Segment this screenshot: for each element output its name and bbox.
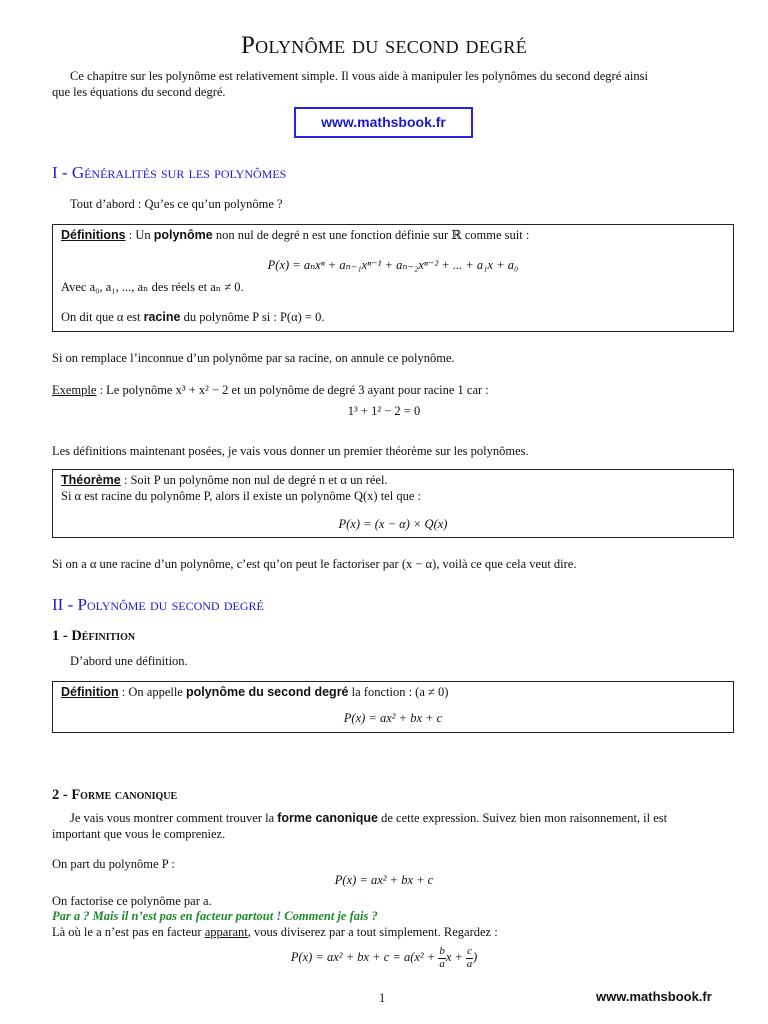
intro-line-2: que les équations du second degré. <box>52 85 226 99</box>
definition-line: Définition : On appelle polynôme du second degré la fonction : (a ≠ 0) <box>61 685 449 699</box>
example-formula: 1³ + 1² − 2 = 0 <box>347 404 421 418</box>
section-1-question: Tout d’abord : Qu’es ce qu’un polynôme ? <box>70 197 283 211</box>
theorem-box <box>52 469 734 538</box>
root-definition: On dit que α est racine du polynôme P si : P(α) = 0. <box>61 310 325 324</box>
factorise-text: On factorise ce polynôme par a. <box>52 894 212 908</box>
example-line: Exemple : Le polynôme x³ + x² − 2 et un polynôme de degré 3 ayant pour racine 1 car : <box>52 383 489 397</box>
racine-term: racine <box>143 310 181 324</box>
canonical-line-1: Je vais vous montrer comment trouver la forme canonique de cette expression. Suivez bien mon raisonnement, il est <box>70 811 668 825</box>
transition-text: Les définitions maintenant posées, je vais vous donner un premier théorème sur les polynômes. <box>52 444 529 458</box>
definition-label: Définition <box>61 685 119 699</box>
coefficients-note: Avec a₀, a₁, ..., aₙ des réels et aₙ ≠ 0. <box>61 280 244 294</box>
canonical-line-2: important que vous le compreniez. <box>52 827 226 841</box>
start-formula: P(x) = ax² + bx + c <box>334 873 434 887</box>
polynome-term: polynôme <box>153 228 213 242</box>
website-link[interactable]: www.mathsbook.fr <box>294 107 473 138</box>
section-2-heading: II - Polynôme du second degré <box>52 595 264 614</box>
forme-canonique-term: forme canonique <box>277 811 378 825</box>
theorem-formula: P(x) = (x − α) × Q(x) <box>338 517 448 531</box>
green-question: Par a ? Mais il n’est pas en facteur partout ! Comment je fais ? <box>52 909 378 923</box>
definition-box <box>52 681 734 733</box>
apparant-word: apparant <box>204 925 248 939</box>
start-text: On part du polynôme P : <box>52 857 175 871</box>
fraction-b-over-a: $\frac{b}{a}$ <box>439 945 445 970</box>
subsection-2-heading: 2 - Forme canonique <box>52 787 178 803</box>
definitions-label: Définitions <box>61 228 126 242</box>
annule-text: Si on remplace l’inconnue d’un polynôme par sa racine, on annule ce polynôme. <box>52 351 455 365</box>
footer-site[interactable]: www.mathsbook.fr <box>596 989 712 1004</box>
intro-line-1: Ce chapitre sur les polynôme est relativement simple. Il vous aide à manipuler les polynômes du second degré ainsi <box>70 69 648 83</box>
factorised-formula: P(x) = ax² + bx + c = a(x² + $\frac{b}{a}$ x + $\frac{c}{a}$ ) <box>290 945 478 970</box>
definitions-line: Définitions : Un polynôme non nul de degré n est une fonction définie sur ℝ comme suit : <box>61 228 530 242</box>
factor-text: Si on a α une racine d’un polynôme, c’est qu’on peut le factoriser par (x − α), voilà ce que cela veut dire. <box>52 557 577 571</box>
second-degree-term: polynôme du second degré <box>185 685 349 699</box>
page-title: Polynôme du second degré <box>240 32 528 59</box>
example-label: Exemple <box>52 383 97 397</box>
definitions-box <box>52 224 734 332</box>
theorem-line-1: Théorème : Soit P un polynôme non nul de degré n et α un réel. <box>61 473 388 487</box>
polynomial-formula: P(x) = aₙxⁿ + aₙ₋₁xⁿ⁻¹ + aₙ₋₂xⁿ⁻² + ... + a₁x + a₀ <box>267 258 519 272</box>
definition-formula: P(x) = ax² + bx + c <box>343 711 443 725</box>
subsection-1-intro: D’abord une définition. <box>70 654 188 668</box>
theorem-label: Théorème <box>61 473 121 487</box>
subsection-1-heading: 1 - Définition <box>52 628 136 644</box>
theorem-line-2: Si α est racine du polynôme P, alors il existe un polynôme Q(x) tel que : <box>61 489 421 503</box>
page-number: 1 <box>379 991 386 1005</box>
where-text: Là où le a n’est pas en facteur apparant, vous diviserez par a tout simplement. Regardez : <box>52 925 498 939</box>
fraction-c-over-a: $\frac{c}{a}$ <box>466 945 473 970</box>
section-1-heading: I - Généralités sur les polynômes <box>52 163 287 182</box>
